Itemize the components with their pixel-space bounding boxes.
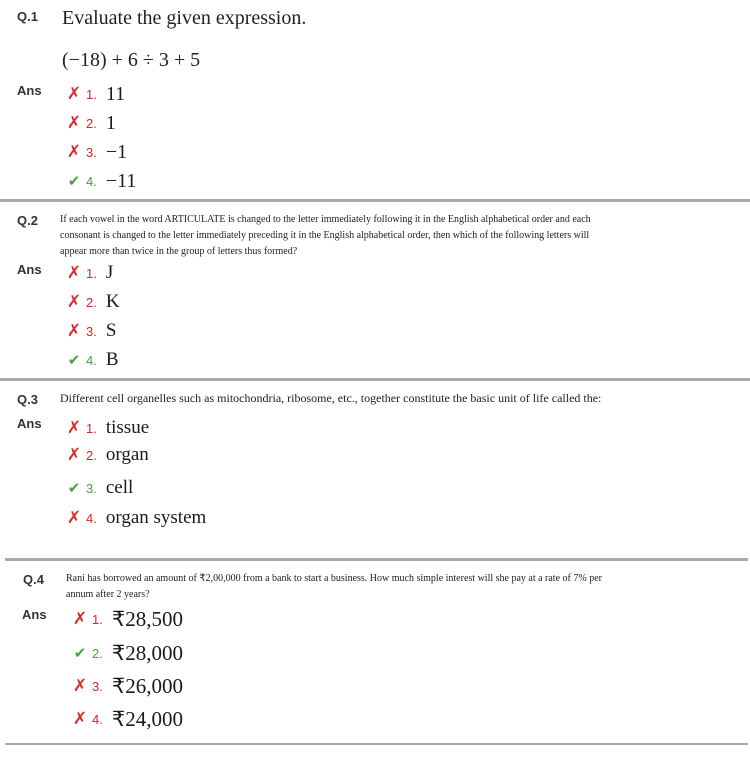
question-separator <box>5 743 748 745</box>
option-2 <box>72 641 183 665</box>
option-text: B <box>105 349 119 370</box>
option-number: 4. <box>92 711 103 727</box>
option-text: cell <box>105 477 134 498</box>
question-text-line: consonant is changed to the letter immediately preceding it in the English alphabetical order, then which of the following letters will <box>60 230 590 241</box>
option-3 <box>72 674 183 698</box>
option-text: organ <box>105 444 149 465</box>
cross-mark-icon: ✗ <box>66 142 82 162</box>
question-number: Q.1 <box>17 9 38 24</box>
option-4 <box>66 506 206 530</box>
question-text: Different cell organelles such as mitochondria, ribosome, etc., together constitute the basic unit of life called the: <box>60 391 602 405</box>
cross-mark-icon: ✗ <box>66 508 82 528</box>
option-1 <box>66 416 149 440</box>
option-number: 4. <box>86 510 97 526</box>
option-number: 1. <box>86 86 97 102</box>
question-number: Q.3 <box>17 392 38 407</box>
option-number: 3. <box>86 480 97 496</box>
answer-label: Ans <box>22 607 47 622</box>
option-3 <box>66 476 133 500</box>
cross-mark-icon: ✗ <box>72 676 88 696</box>
question-text-line: If each vowel in the word ARTICULATE is changed to the letter immediately following it in the English alphabetical order and each <box>60 214 591 225</box>
option-text: −11 <box>105 169 137 192</box>
option-3 <box>66 319 116 343</box>
question-separator <box>5 558 748 561</box>
cross-mark-icon: ✗ <box>66 113 82 133</box>
option-text: 1 <box>105 111 116 134</box>
question-text <box>66 571 602 603</box>
option-number: 3. <box>86 323 97 339</box>
question-text-line: annum after 2 years? <box>66 589 150 600</box>
option-text: tissue <box>105 417 150 438</box>
option-text: 11 <box>105 82 126 105</box>
option-4 <box>66 169 136 193</box>
question-text-line: appear more than twice in the group of letters thus formed? <box>60 246 298 257</box>
option-number: 4. <box>86 352 97 368</box>
question-separator <box>0 378 750 381</box>
cross-mark-icon: ✗ <box>66 263 82 283</box>
cross-mark-icon: ✗ <box>66 418 82 438</box>
option-4 <box>72 707 183 731</box>
option-number: 2. <box>86 294 97 310</box>
cross-mark-icon: ✗ <box>66 84 82 104</box>
option-text: ₹28,500 <box>111 606 183 631</box>
question-expression: (−18) + 6 ÷ 3 + 5 <box>62 49 201 71</box>
option-number: 1. <box>86 420 97 436</box>
question-text-line: Rani has borrowed an amount of ₹2,00,000 from a bank to start a business. How much simple interest will she pay at a rate of 7% per <box>66 573 602 584</box>
option-number: 2. <box>86 115 97 131</box>
option-2 <box>66 443 149 467</box>
question-number: Q.4 <box>23 572 44 587</box>
cross-mark-icon: ✗ <box>66 292 82 312</box>
option-1 <box>66 82 125 106</box>
option-number: 4. <box>86 173 97 189</box>
option-number: 3. <box>86 144 97 160</box>
question-number: Q.2 <box>17 213 38 228</box>
option-2 <box>66 111 116 135</box>
option-1 <box>66 261 113 285</box>
check-mark-icon: ✔ <box>67 172 81 190</box>
check-mark-icon: ✔ <box>67 351 81 369</box>
option-number: 1. <box>86 265 97 281</box>
cross-mark-icon: ✗ <box>66 445 82 465</box>
cross-mark-icon: ✗ <box>72 609 88 629</box>
option-number: 3. <box>92 678 103 694</box>
option-1 <box>72 607 183 631</box>
check-mark-icon: ✔ <box>67 479 81 497</box>
check-mark-icon: ✔ <box>73 644 87 662</box>
option-4 <box>66 348 119 372</box>
option-number: 1. <box>92 611 103 627</box>
answer-label: Ans <box>17 83 42 98</box>
option-text: ₹28,000 <box>111 640 183 665</box>
option-text: S <box>105 320 117 341</box>
option-2 <box>66 290 120 314</box>
option-number: 2. <box>86 447 97 463</box>
answer-label: Ans <box>17 262 42 277</box>
option-text: ₹26,000 <box>111 673 183 698</box>
option-text: K <box>105 291 120 312</box>
option-3 <box>66 140 127 164</box>
option-text: J <box>105 262 114 283</box>
question-separator <box>0 199 750 202</box>
question-text <box>60 212 591 260</box>
answer-label: Ans <box>17 416 42 431</box>
option-text: ₹24,000 <box>111 706 183 731</box>
question-text: Evaluate the given expression. <box>62 7 307 29</box>
option-text: organ system <box>105 507 207 528</box>
option-text: −1 <box>105 140 128 163</box>
cross-mark-icon: ✗ <box>72 709 88 729</box>
cross-mark-icon: ✗ <box>66 321 82 341</box>
option-number: 2. <box>92 645 103 661</box>
